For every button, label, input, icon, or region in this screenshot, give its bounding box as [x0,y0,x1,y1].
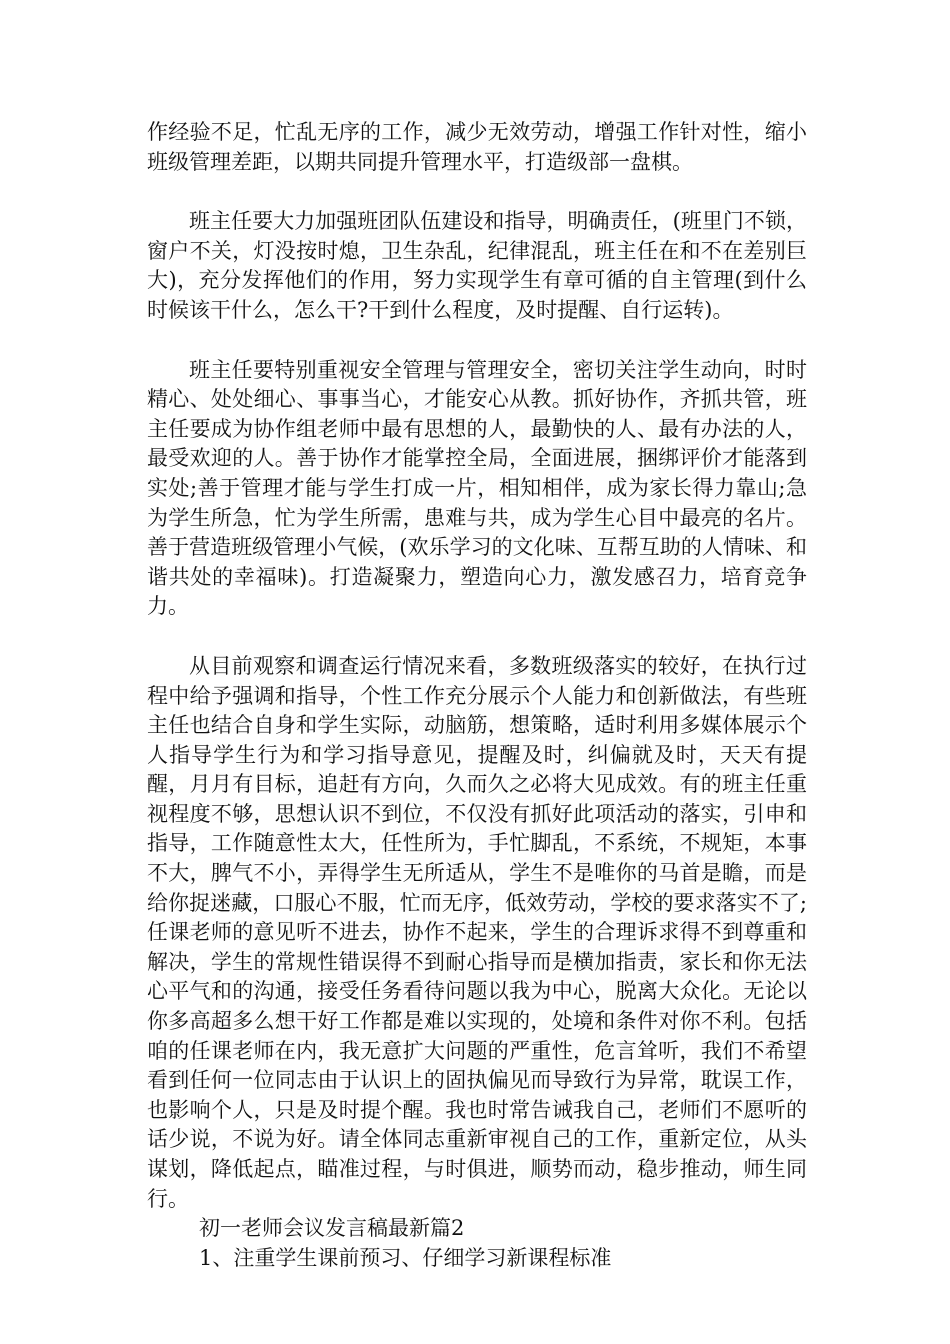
paragraph-class-team: 班主任要大力加强班团队伍建设和指导，明确责任，(班里门不锁，窗户不关，灯没按时熄，卫生杂乱，纪律混乱，班主任在和不在差别巨大)，充分发挥他们的作用，努力实现学生有章可循的自主管理(到什么时候该干什么，怎么干?干到什么程度，及时提醒、自行运转)。 [147,209,807,322]
paragraph-safety-management: 班主任要特别重视安全管理与管理安全，密切关注学生动向，时时精心、处处细心、事事当心，才能安心从教。抓好协作，齐抓共管，班主任要成为协作组老师中最有思想的人，最勤快的人、最有办法的人，最受欢迎的人。善于协作才能掌控全局，全面进展，捆绑评价才能落到实处;善于管理才能与学生打成一片，相知相伴，成为家长得力靠山;急为学生所急，忙为学生所需，患难与共，成为学生心目中最亮的名片。善于营造班级管理小气候，(欢乐学习的文化味、互帮互助的人情味、和谐共处的幸福味)。打造凝聚力，塑造向心力，激发感召力，培育竞争力。 [147,357,807,619]
document-page [147,118,807,1273]
paragraph-continuation: 作经验不足，忙乱无序的工作，减少无效劳动，增强工作针对性，缩小班级管理差距，以期共同提升管理水平，打造级部一盘棋。 [147,120,807,174]
paragraph-observation: 从目前观察和调查运行情况来看，多数班级落实的较好，在执行过程中给予强调和指导，个性工作充分展示个人能力和创新做法，有些班主任也结合自身和学生实际，动脑筋，想策略，适时利用多媒体展示个人指导学生行为和学习指导意见，提醒及时，纠偏就及时，天天有提醒，月月有目标，追赶有方向，久而久之必将大见成效。有的班主任重视程度不够，思想认识不到位，不仅没有抓好此项活动的落实，引申和指导，工作随意性太大，任性所为，手忙脚乱，不系统，不规矩，本事不大，脾气不小，弄得学生无所适从，学生不是唯你的马首是瞻，而是给你捉迷藏，口服心不服，忙而无序，低效劳动，学校的要求落实不了;任课老师的意见听不进去，协作不起来，学生的合理诉求得不到尊重和解决，学生的常规性错误得不到耐心指导而是横加指责，家长和你无法心平气和的沟通，接受任务看待问题以我为中心，脱离大众化。无论以你多高超多么想干好工作都是难以实现的，处境和条件对你不利。包括咱的任课老师在内，我无意扩大问题的严重性，危言耸听，我们不希望看到任何一位同志由于认识上的固执偏见而导致行为异常，耽误工作，也影响个人，只是及时提个醒。我也时常告诫我自己，老师们不愿听的话少说，不说为好。请全体同志重新审视自己的工作，重新定位，从头谋划，降低起点，瞄准过程，与时俱进，顺势而动，稳步推动，师生同行。 [147,653,807,1211]
list-item-1: 1、注重学生课前预习、仔细学习新课程标准 [199,1245,612,1270]
section-title: 初一老师会议发言稿最新篇2 [199,1216,465,1241]
